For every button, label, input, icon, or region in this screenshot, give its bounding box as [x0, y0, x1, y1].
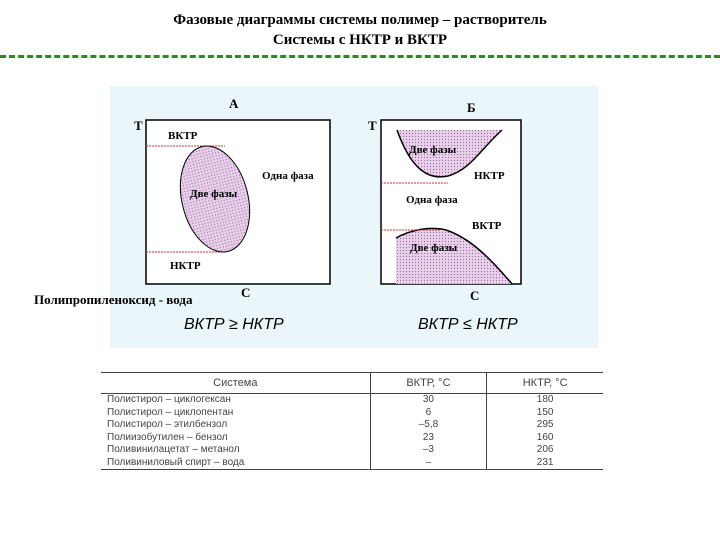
header-vktr: ВКТР, °С: [370, 373, 487, 394]
table-row: [101, 407, 603, 420]
cell-nktr: 206: [487, 444, 603, 457]
slide-title-line1: Фазовые диаграммы системы полимер – растворитель: [173, 12, 547, 28]
table-row: [101, 444, 603, 457]
diagram-a-nktr-label: НКТР: [170, 260, 201, 272]
critical-temperatures-table: [101, 372, 603, 470]
cell-system: Полистирол – этилбензол: [107, 419, 228, 430]
cell-vktr: 6: [370, 407, 487, 420]
slide-title-line2: Системы с НКТР и ВКТР: [272, 32, 448, 48]
diagram-a-x-axis-label: С: [241, 285, 251, 300]
cell-system: Полиизобутилен – бензол: [107, 431, 228, 443]
diagram-b-one-phase-label: Одна фаза: [406, 194, 458, 206]
table-row: [101, 457, 603, 470]
cell-nktr: 180: [487, 394, 603, 407]
diagram-b-vktr-label: ВКТР: [472, 220, 502, 232]
diagram-a-one-phase-label: Одна фаза: [262, 170, 314, 182]
diagram-a-two-phases-label: Две фазы: [190, 188, 238, 200]
cell-nktr: 160: [487, 432, 603, 445]
diagram-a-letter: А: [229, 96, 239, 111]
table-header-row: [101, 373, 603, 394]
cell-vktr: –: [370, 457, 487, 470]
diagram-b-nktr-label: НКТР: [474, 170, 505, 182]
cell-nktr: 295: [487, 419, 603, 432]
cell-nktr: 150: [487, 407, 603, 420]
cell-vktr: –3: [370, 444, 487, 457]
critical-temperatures-table-panel: [97, 352, 603, 542]
diagram-b-relation: ВКТР ≤ НКТР: [418, 316, 518, 333]
diagram-b-letter: Б: [467, 100, 476, 115]
diagram-b-x-axis-label: С: [470, 288, 480, 303]
diagram-a-relation: ВКТР ≥ НКТР: [184, 316, 284, 333]
table-row: [101, 419, 603, 432]
cell-vktr: –5,8: [370, 419, 487, 432]
cell-nktr: 231: [487, 457, 603, 470]
header-system: Система: [101, 373, 370, 394]
diagram-a-system-caption: Полипропиленоксид - вода: [34, 292, 193, 307]
diagram-a-y-axis-label: Т: [134, 118, 143, 133]
diagram-b-y-axis-label: Т: [368, 118, 377, 133]
cell-system: Полистирол – циклогексан: [107, 394, 231, 405]
table-row: [101, 394, 603, 407]
header-nktr: НКТР, °С: [487, 373, 603, 394]
cell-vktr: 23: [370, 432, 487, 445]
diagram-b-two-phases-top-label: Две фазы: [409, 144, 457, 156]
cell-system: Поливиниловый спирт – вода: [101, 457, 370, 470]
table-row: [101, 432, 603, 445]
cell-system: Поливинилацетат – метанол: [107, 444, 240, 455]
cell-vktr: 30: [370, 394, 487, 407]
diagram-b-two-phases-bottom-label: Две фазы: [410, 242, 458, 254]
diagram-a-vktr-label: ВКТР: [168, 130, 198, 142]
cell-system: Полистирол – циклопентан: [107, 406, 234, 418]
